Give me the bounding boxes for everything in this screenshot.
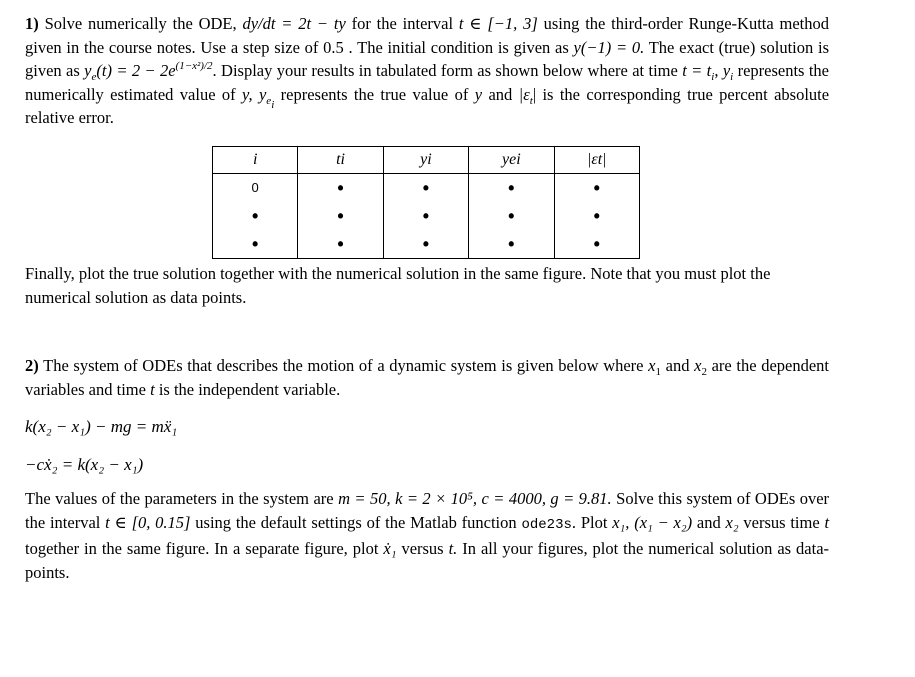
header-ti: ti bbox=[298, 147, 383, 174]
equation-2: −cẋ₂ = k(x₂ − x₁) bbox=[25, 455, 144, 474]
table-cell: 0 • • bbox=[213, 174, 298, 259]
header-i: i bbox=[213, 147, 298, 174]
header-yi: yi bbox=[383, 147, 468, 174]
exact-solution: $y_e(t) = 2 - 2e^{(1-x^2)/2}$ bbox=[84, 60, 213, 83]
matlab-function: ode23s bbox=[521, 516, 572, 533]
results-table bbox=[212, 146, 640, 259]
initial-condition: y(−1) = 0. bbox=[573, 37, 645, 57]
table-cell: • • • bbox=[554, 174, 639, 259]
question-2 bbox=[25, 354, 829, 401]
table-cell: • • • bbox=[383, 174, 468, 259]
question-2-number: 2) bbox=[25, 356, 39, 375]
error-symbol: $|\varepsilon_t|$ bbox=[518, 84, 537, 107]
question-2-intro: 2) The system of ODEs that describes the motion of a dynamic system is given below where $x_1$ and $x_2$ are the dependent variables and time t is the independent variable. bbox=[25, 356, 830, 399]
interval: t ∈ [−1, 3] bbox=[458, 14, 538, 33]
question-1 bbox=[25, 12, 829, 130]
table-cell: • • • bbox=[469, 174, 554, 259]
header-error: |εt| bbox=[554, 147, 639, 174]
table-cell: • • • bbox=[298, 174, 383, 259]
question-2-params: The values of the parameters in the system are m = 50, k = 2 × 10⁵, c = 4000, g = 9.81. Solve this system of ODEs over the interval t ∈ [0, 0.15] using the default settings of the Matlab function ode23s. Plot x₁, (x₁ − x₂) and x₂ versus time t together in the same figure. In a separate figure, plot ẋ₁ versus t. In all your figures, plot the numerical solution as data-points. bbox=[25, 489, 830, 582]
table-header-row bbox=[213, 147, 640, 174]
question-1-number: 1) bbox=[25, 14, 39, 33]
ode-equation: dy/dt = 2t − ty bbox=[242, 14, 346, 33]
question-1-final: Finally, plot the true solution together with the numerical solution in the same figure. Note that you must plot the numerical solution as data points. bbox=[25, 264, 771, 307]
parameters: m = 50, k = 2 × 10⁵, c = 4000, g = 9.81. bbox=[338, 489, 612, 508]
header-yei: yei bbox=[469, 147, 554, 174]
question-1-text: 1) Solve numerically the ODE, dy/dt = 2t − ty for the interval t ∈ [−1, 3] using the third-order Runge-Kutta method given in the course notes. Use a step size of 0.5 . The initial condition is given as y(−1) = 0. The exact (true) solution is given as $y_e(t) = 2 - 2e^{(1-x^2)/2}$. Display your results in tabulated form as shown below where at time $t = t_i$, $y_i$ represents the numerically estimated value of y, $y_{e_i}$ represents the true value of y and $|\varepsilon_t|$ is the corresponding true percent absolute relative error. bbox=[25, 14, 830, 127]
equation-1: k(x₂ − x₁) − mg = mẍ₁ bbox=[25, 417, 178, 436]
